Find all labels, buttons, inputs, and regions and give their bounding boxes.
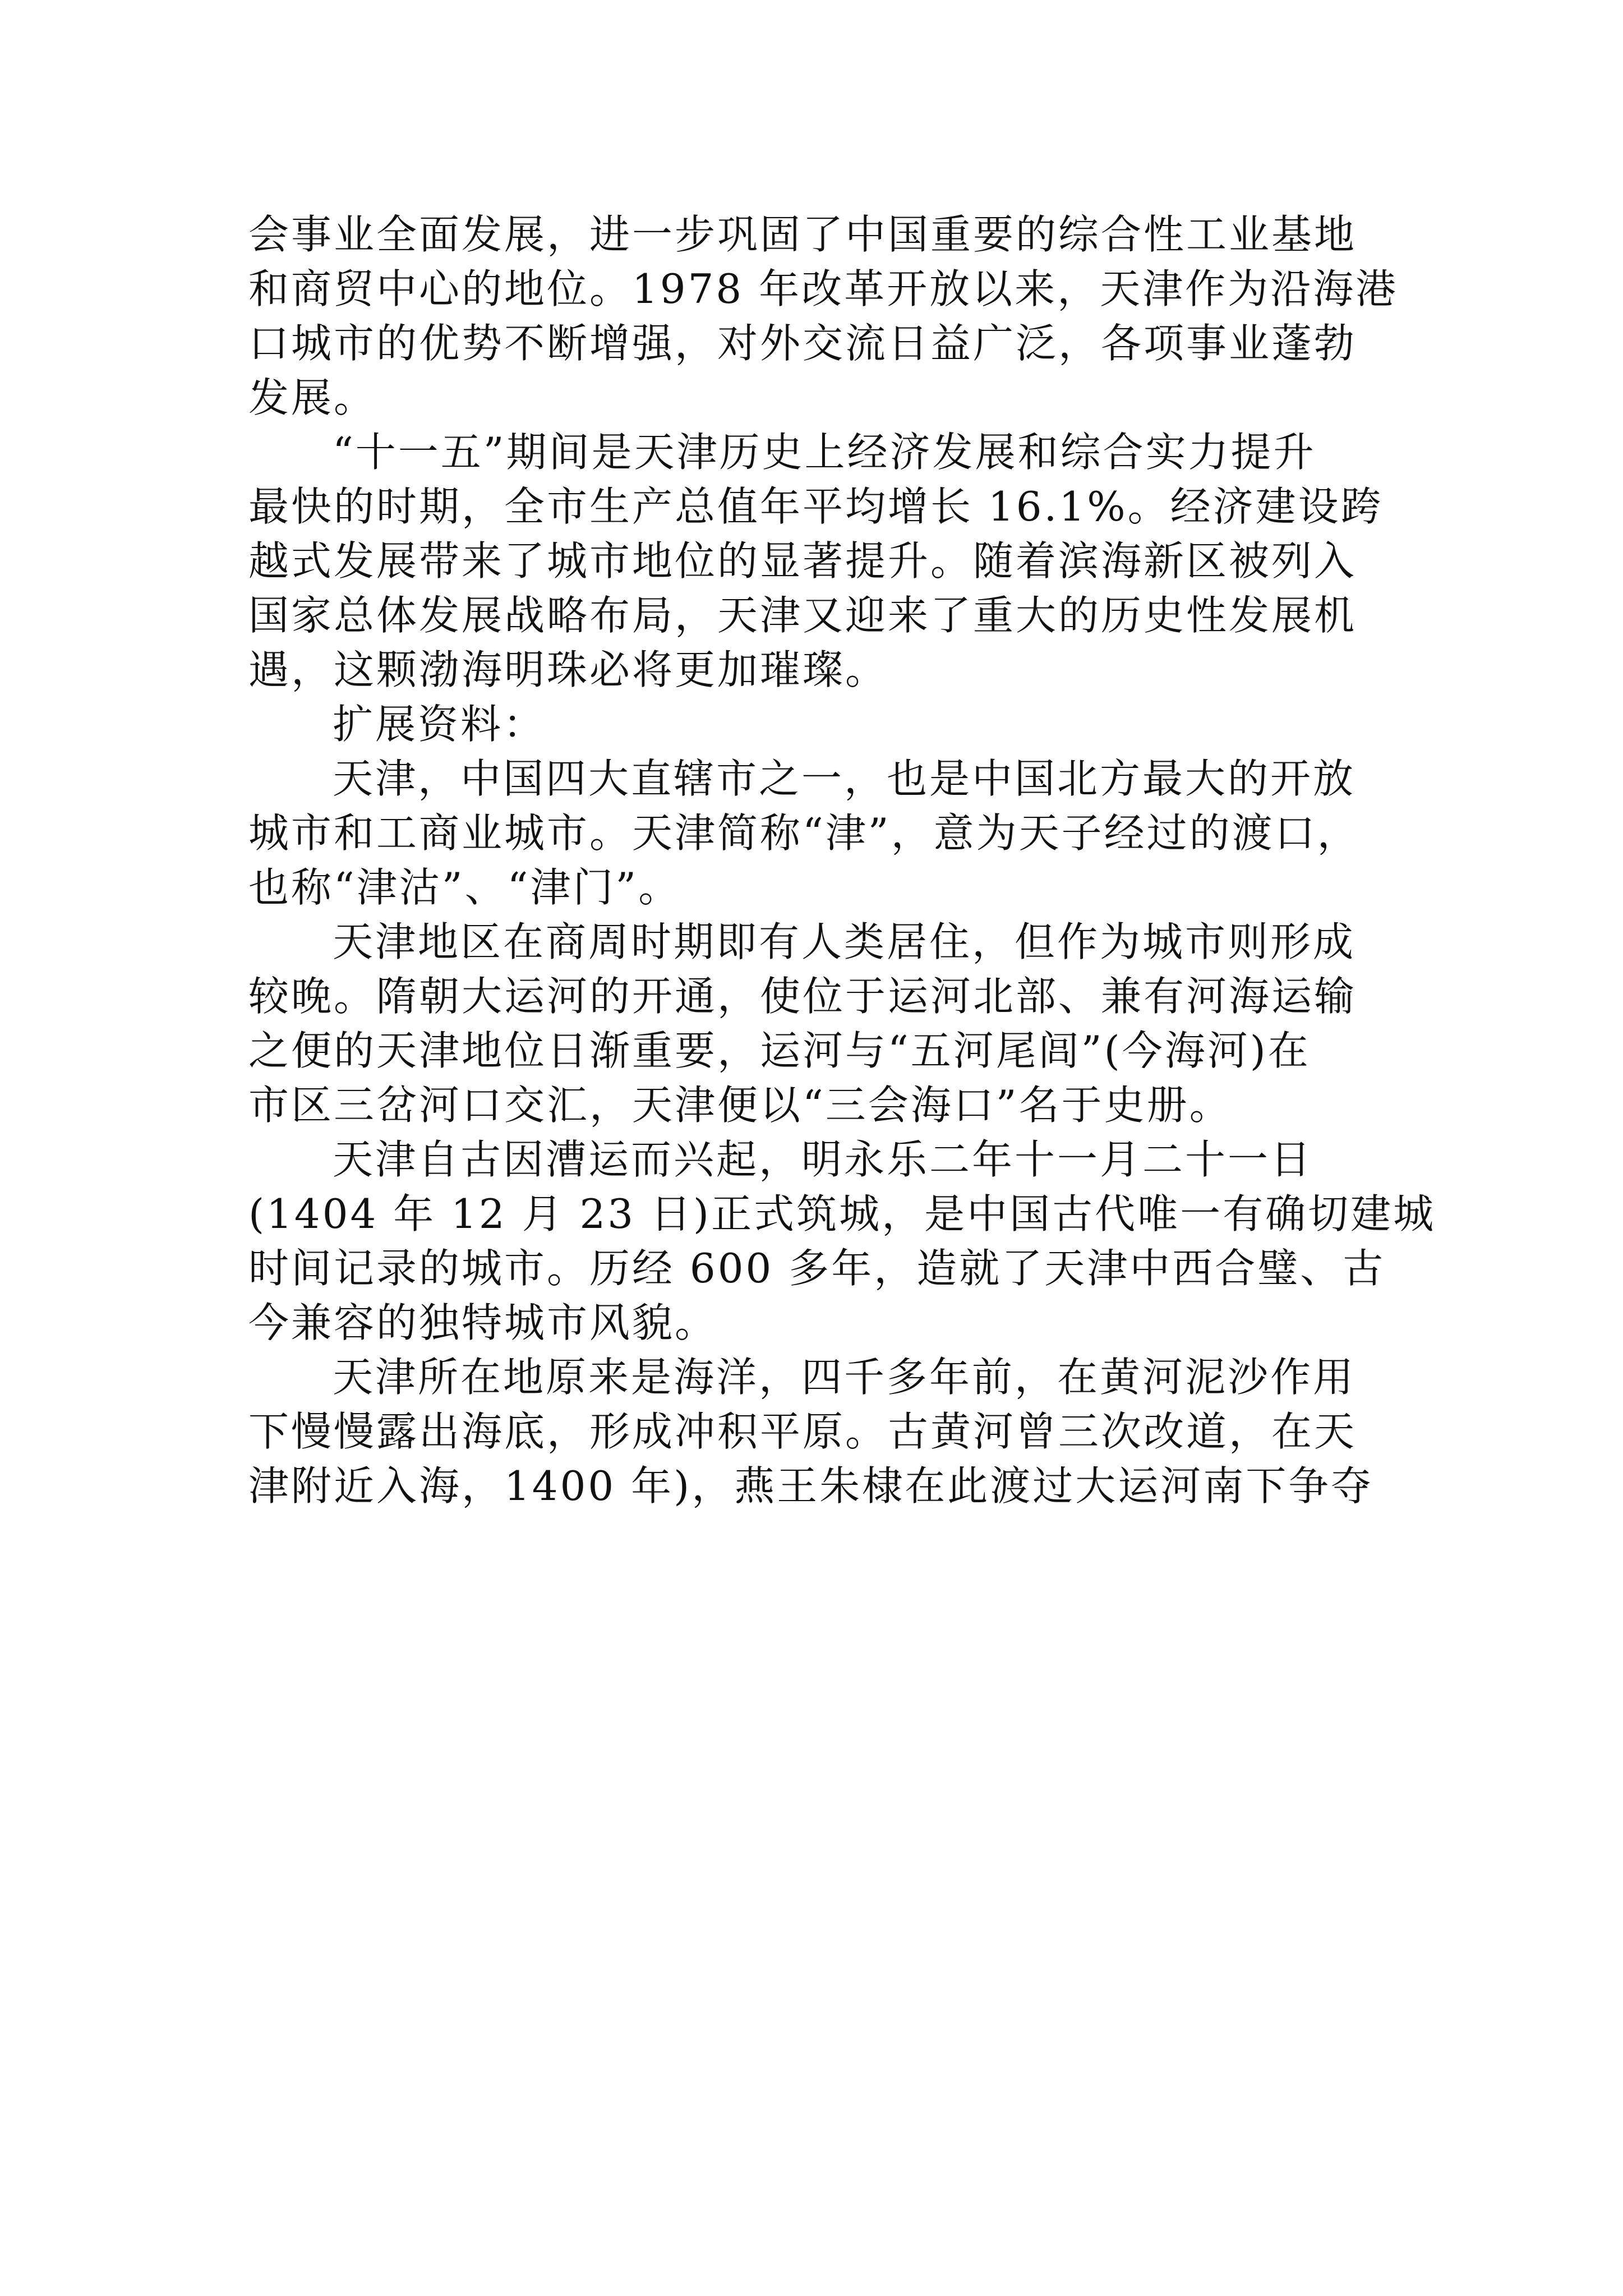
paragraph: [248, 1350, 1387, 1513]
text-line: 会事业全面发展，进一步巩固了中国重要的综合性工业基地: [248, 211, 1357, 258]
text-line: 天津地区在商周时期即有人类居住，但作为城市则形成: [333, 918, 1356, 965]
text-line: 市区三岔河口交汇，天津便以“三会海口”名于史册。: [248, 1082, 1232, 1129]
text-line: 之便的天津地位日渐重要，运河与“五河尾闾”(今海河)在: [248, 1027, 1311, 1074]
document-body: [248, 208, 1436, 1513]
text-line: 下慢慢露出海底，形成冲积平原。古黄河曾三次改道，在天: [248, 1408, 1357, 1455]
paragraph: [248, 425, 1387, 697]
text-line: 也称“津沽”、“津门”。: [248, 864, 681, 911]
text-line: 天津所在地原来是海洋，四千多年前，在黄河泥沙作用: [333, 1354, 1356, 1401]
text-line: 扩展资料：: [333, 701, 546, 748]
paragraph: [248, 208, 1399, 425]
text-line: 天津，中国四大直辖市之一，也是中国北方最大的开放: [333, 755, 1356, 802]
text-line: 今兼容的独特城市风貌。: [248, 1299, 718, 1346]
text-line: (1404 年 12 月 23 日)正式筑城，是中国古代唯一有确切建城: [248, 1190, 1436, 1237]
text-line: 天津自古因漕运而兴起，明永乐二年十一月二十一日: [333, 1136, 1313, 1183]
text-line: “十一五”期间是天津历史上经济发展和综合实力提升: [333, 429, 1316, 476]
text-line: 和商贸中心的地位。1978 年改革开放以来，天津作为沿海港: [248, 265, 1399, 312]
text-line: 国家总体发展战略布局，天津又迎来了重大的历史性发展机: [248, 592, 1357, 639]
text-line: 城市和工商业城市。天津简称“津”，意为天子经过的渡口，: [248, 809, 1360, 857]
text-line: 津附近入海，1400 年)，燕王朱棣在此渡过大运河南下争夺: [248, 1462, 1374, 1510]
text-line: 遇，这颗渤海明珠必将更加璀璨。: [248, 646, 888, 693]
text-line: 较晚。隋朝大运河的开通，使位于运河北部、兼有河海运输: [248, 973, 1357, 1020]
paragraph: [248, 915, 1387, 1133]
text-line: 发展。: [248, 374, 377, 421]
paragraph: [248, 697, 1387, 752]
text-line: 时间记录的城市。历经 600 多年，造就了天津中西合璧、古: [248, 1245, 1386, 1292]
text-line: 口城市的优势不断增强，对外交流日益广泛，各项事业蓬勃: [248, 320, 1357, 367]
text-line: 最快的时期，全市生产总值年平均增长 16.1%。经济建设跨: [248, 483, 1384, 530]
paragraph: [248, 752, 1387, 915]
paragraph: [248, 1133, 1436, 1350]
text-line: 越式发展带来了城市地位的显著提升。随着滨海新区被列入: [248, 537, 1357, 585]
